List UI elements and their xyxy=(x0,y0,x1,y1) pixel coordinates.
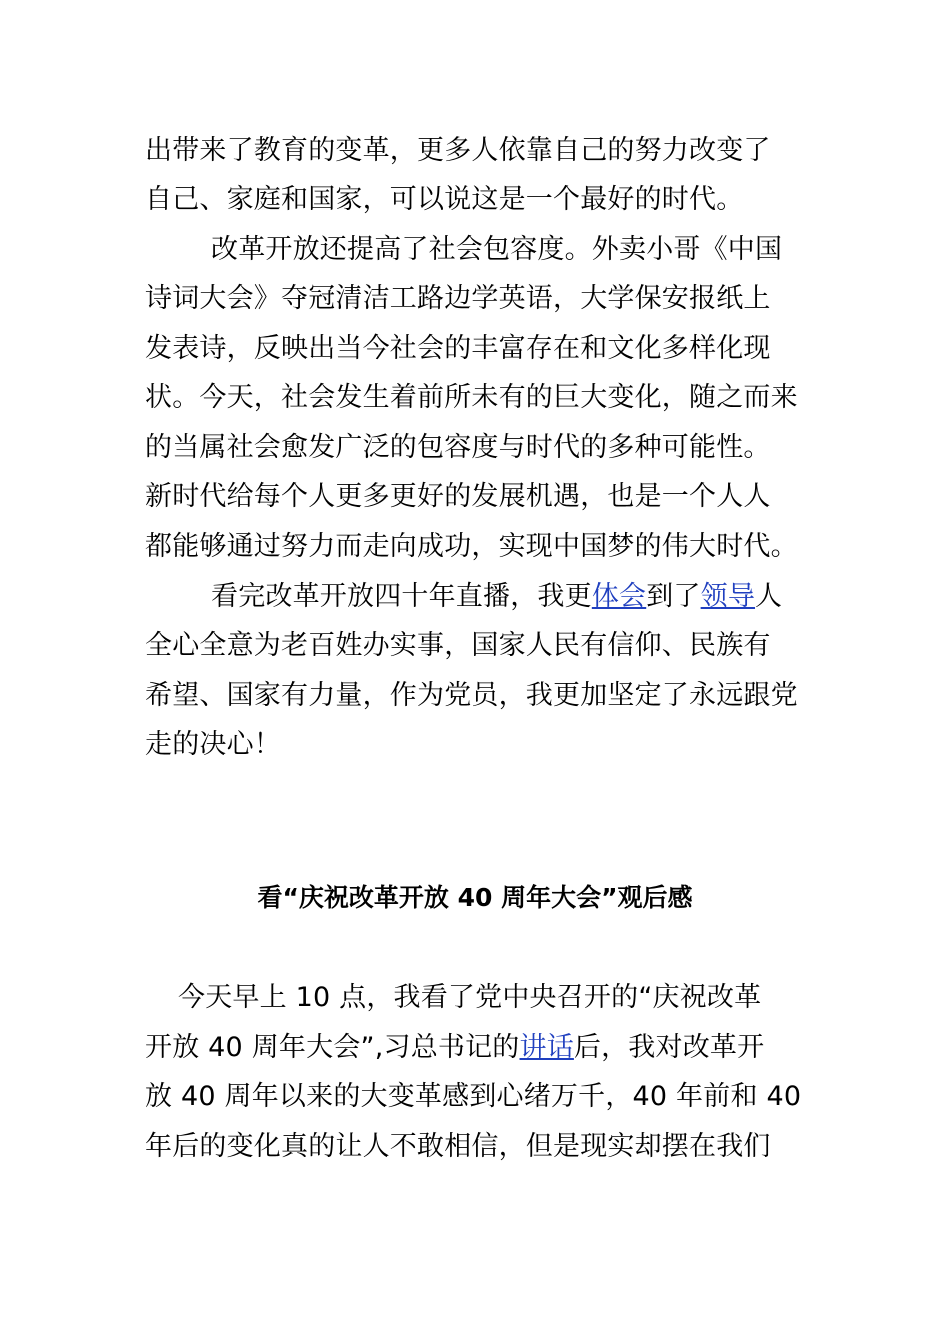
paragraph-3-line-4: 走的决心！ xyxy=(145,729,281,760)
paragraph-3-text-a: 看完改革开放四十年直播，我更 xyxy=(211,581,592,612)
paragraph-2-line-6: 新时代给每个人更多更好的发展机遇，也是一个人人 xyxy=(145,481,771,512)
paragraph-2-line-2: 诗词大会》夺冠清洁工路边学英语，大学保安报纸上 xyxy=(145,283,771,314)
paragraph-3-text-b: 到了 xyxy=(646,581,701,612)
link-jianghua[interactable]: 讲话 xyxy=(519,1032,574,1063)
paragraph-4-line-4: 年后的变化真的让人不敢相信，但是现实却摆在我们 xyxy=(145,1131,771,1162)
paragraph-2-line-3: 发表诗，反映出当今社会的丰富存在和文化多样化现 xyxy=(145,333,771,364)
paragraph-4-text-a: 开放 40 周年大会”,习总书记的 xyxy=(145,1032,520,1063)
link-lingdao[interactable]: 领导 xyxy=(700,581,756,612)
paragraph-1-line-1: 出带来了教育的变革，更多人依靠自己的努力改变了 xyxy=(145,135,771,166)
paragraph-4-text-b: 后，我对改革开 xyxy=(573,1032,765,1063)
paragraph-4-line-3: 放 40 周年以来的大变革感到心绪万千，40 年前和 40 xyxy=(145,1081,802,1112)
paragraph-4-line-2 xyxy=(145,1028,764,1068)
paragraph-3-line-1 xyxy=(211,577,782,617)
paragraph-3-line-3: 希望、国家有力量，作为党员，我更加坚定了永远跟党 xyxy=(145,680,798,711)
paragraph-2-line-1: 改革开放还提高了社会包容度。外卖小哥《中国 xyxy=(211,234,783,265)
paragraph-3-line-2: 全心全意为老百姓办实事，国家人民有信仰、民族有 xyxy=(145,630,771,661)
paragraph-4-line-1: 今天早上 10 点，我看了党中央召开的“庆祝改革 xyxy=(178,982,762,1013)
paragraph-2-line-5: 的当属社会愈发广泛的包容度与时代的多种可能性。 xyxy=(145,432,771,463)
paragraph-1-line-2: 自己、家庭和国家，可以说这是一个最好的时代。 xyxy=(145,184,744,215)
paragraph-3-text-c: 人 xyxy=(755,581,783,612)
section-heading: 看“庆祝改革开放 40 周年大会”观后感 xyxy=(257,883,693,912)
link-tihui[interactable]: 体会 xyxy=(591,581,647,612)
paragraph-2-line-4: 状。今天，社会发生着前所未有的巨大变化，随之而来 xyxy=(145,382,798,413)
paragraph-2-line-7: 都能够通过努力而走向成功，实现中国梦的伟大时代。 xyxy=(145,531,798,562)
